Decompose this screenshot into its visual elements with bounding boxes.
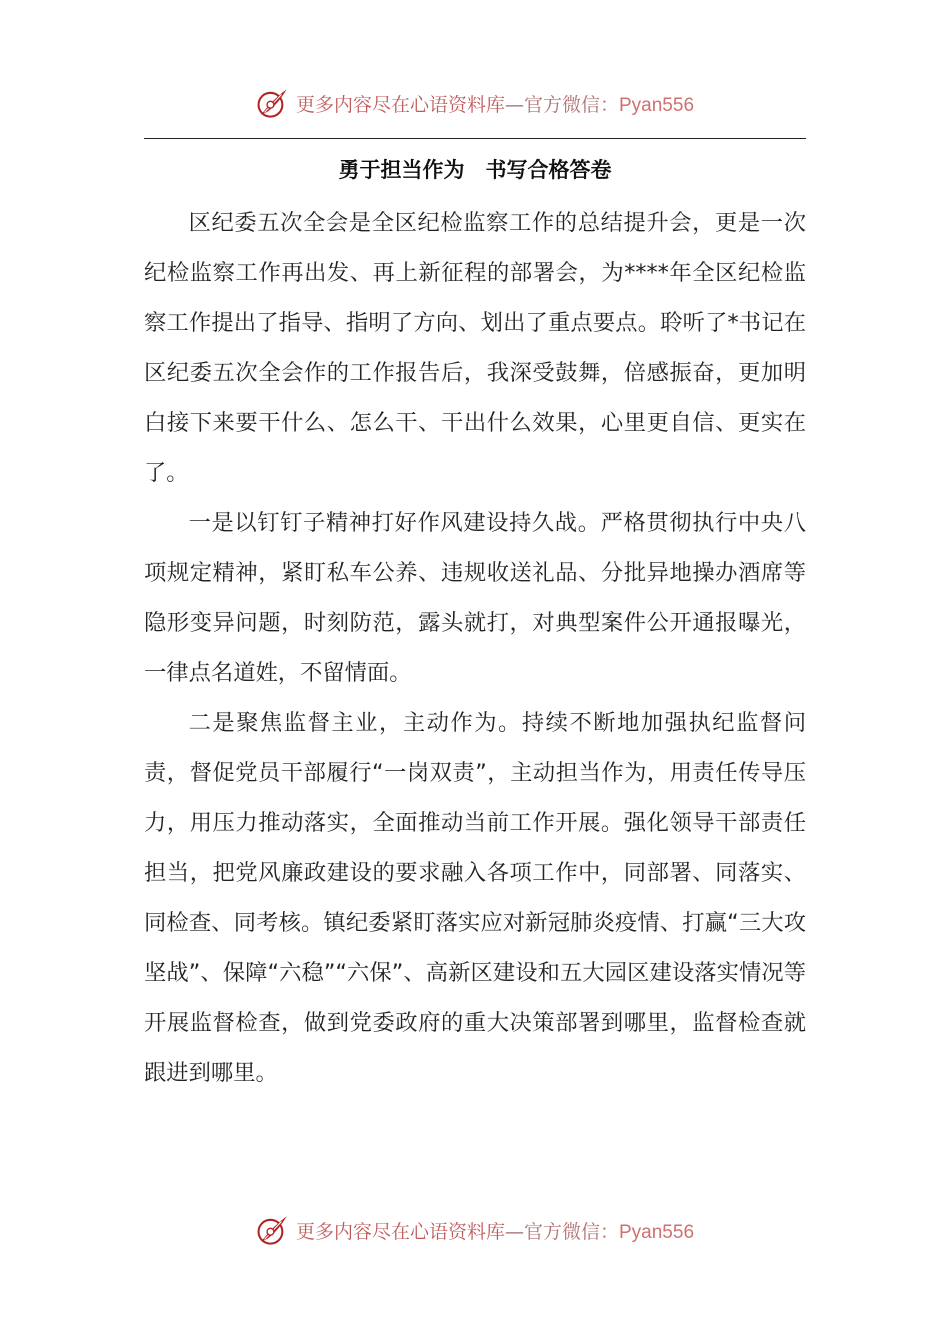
document-title: 勇于担当作为 书写合格答卷 [338, 158, 612, 182]
footer-banner-main: 更多内容尽在心语资料库 [295, 1220, 505, 1243]
header-banner-id: Pyan556 [619, 94, 695, 116]
header-banner-text [296, 90, 694, 117]
paragraph: 二是聚焦监督主业，主动作为。持续不断地加强执纪监督问责，督促党员干部履行“一岗双责”，主动担当作为，用责任传导压力，用压力推动落实，全面推动当前工作开展。强化领导干部责任担当，把党风廉政建设的要求融入各项工作中，同部署、同落实、同检查、同考核。镇纪委紧盯落实应对新冠肺炎疫情、打赢“三大攻坚战”、保障“六稳”“六保”、高新区建设和五大园区建设落实情况等开展监督检查，做到党委政府的重大决策部署到哪里，监督检查就跟进到哪里。 [144, 710, 806, 1086]
footer-banner-wechat: 官方微信： [523, 1220, 619, 1243]
header-banner-wechat: 官方微信： [523, 93, 619, 116]
document-body [144, 198, 806, 1098]
footer-banner [0, 1210, 950, 1250]
footer-banner-dash: — [504, 1220, 524, 1243]
paragraph: 区纪委五次全会是全区纪检监察工作的总结提升会，更是一次纪检监察工作再出发、再上新征程的部署会，为****年全区纪检监察工作提出了指导、指明了方向、划出了重点要点。聆听了*书记在区纪委五次全会作的工作报告后，我深受鼓舞，倍感振奋，更加明白接下来要干什么、怎么干、干出什么效果，心里更自信、更实在了。 [144, 210, 806, 486]
header-banner [0, 83, 950, 123]
feather-pen-logo-icon [256, 86, 290, 120]
header-rule [144, 138, 806, 139]
paragraph: 一是以钉钉子精神打好作风建设持久战。严格贯彻执行中央八项规定精神，紧盯私车公养、违规收送礼品、分批异地操办酒席等隐形变异问题，时刻防范，露头就打，对典型案件公开通报曝光，一律点名道姓，不留情面。 [144, 510, 806, 686]
feather-pen-logo-icon [256, 1213, 290, 1247]
footer-banner-text [296, 1217, 694, 1244]
header-banner-dash: — [504, 93, 524, 116]
footer-banner-id: Pyan556 [619, 1221, 695, 1243]
header-banner-main: 更多内容尽在心语资料库 [295, 93, 505, 116]
